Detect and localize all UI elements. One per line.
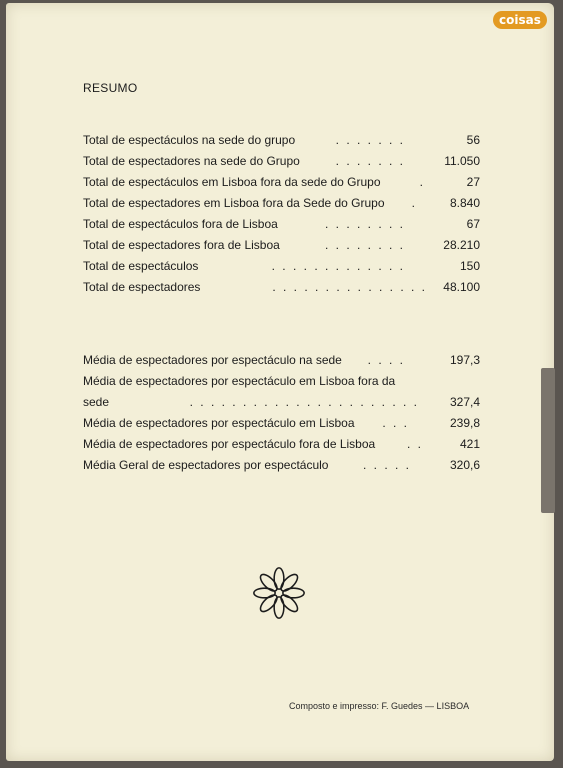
list-item [83,413,483,434]
list-item [83,455,483,476]
list-item [83,151,483,172]
row-value: 327,4 [449,395,480,409]
row-label: Média de espectadores por espectáculo em Lisboa [83,416,355,430]
row-value: 320,6 [449,458,480,472]
row-label: Total de espectáculos fora de Lisboa [83,217,278,231]
row-value: 56 [466,133,480,147]
row-leader-dots: . . . . . . . [335,154,405,168]
row-label: Total de espectáculos na sede do grupo [83,133,296,147]
page-edge-shadow [541,368,555,513]
row-leader-dots: . . [406,437,423,451]
printer-imprint: Composto e impresso: F. Guedes — LISBOA [289,701,470,711]
row-value: 67 [466,217,480,231]
list-item [83,277,483,298]
row-leader-dots: . . . . . [362,458,411,472]
list-item [83,371,483,413]
row-leader-dots: . . . . . . . . [324,238,405,252]
row-value: 27 [466,175,480,189]
totals-list [83,130,483,298]
list-item [83,235,483,256]
row-leader-dots: . [411,196,417,210]
row-leader-dots: . . . . . . . . . . . . . . . [272,280,427,294]
row-leader-dots: . [419,175,425,189]
flower-ornament-icon [250,564,308,622]
row-leader-dots: . . . . . . . . . . . . . . . . . . . . . . [189,395,419,409]
row-label: Total de espectadores [83,280,201,294]
list-item [83,193,483,214]
row-label: Total de espectáculos em Lisboa fora da sede do Grupo [83,175,381,189]
list-item [83,172,483,193]
row-leader-dots: . . . . [367,353,405,367]
row-label: Total de espectáculos [83,259,199,273]
row-value: 28.210 [443,238,480,252]
list-item [83,130,483,151]
row-leader-dots: . . . . . . . . . . . . . [271,259,405,273]
row-value: 11.050 [444,154,480,168]
list-item [83,214,483,235]
watermark-logo: coisas [493,11,547,29]
row-value: 150 [459,259,480,273]
row-value: 239,8 [449,416,480,430]
row-value: 421 [459,437,480,451]
page-heading: RESUMO [83,81,138,95]
row-leader-dots: . . . . . . . . [324,217,405,231]
row-leader-dots: . . . [382,416,409,430]
row-value: 197,3 [449,353,480,367]
row-label: Média Geral de espectadores por espectáculo [83,458,329,472]
row-label: Média de espectadores por espectáculo na sede [83,353,342,367]
list-item [83,434,483,455]
row-label-continuation: sede [83,395,110,409]
row-leader-dots: . . . . . . . [335,133,405,147]
row-label: Total de espectadores em Lisboa fora da Sede do Grupo [83,196,385,210]
row-label: Total de espectadores fora de Lisboa [83,238,280,252]
row-value: 8.840 [449,196,480,210]
list-item [83,350,483,371]
row-label: Média de espectadores por espectáculo em Lisboa fora da [83,374,396,388]
row-value: 48.100 [443,280,480,294]
averages-list [83,350,483,476]
row-label: Total de espectadores na sede do Grupo [83,154,300,168]
list-item [83,256,483,277]
row-label: Média de espectadores por espectáculo fora de Lisboa [83,437,376,451]
